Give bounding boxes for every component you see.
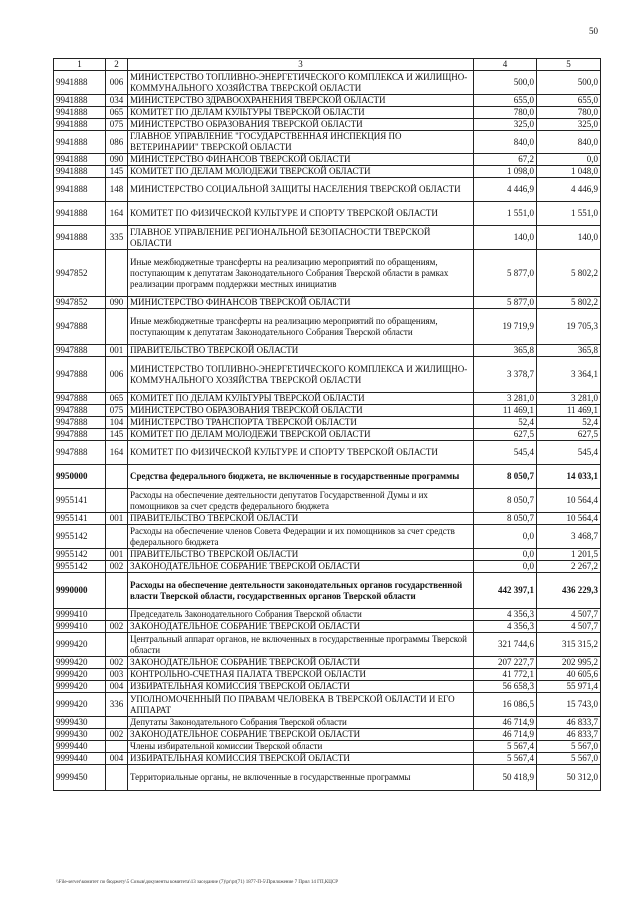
admin-code-cell xyxy=(106,573,128,609)
budget-code-cell: 9999440 xyxy=(54,753,106,765)
name-cell: ИЗБИРАТЕЛЬНАЯ КОМИССИЯ ТВЕРСКОЙ ОБЛАСТИ xyxy=(128,681,474,693)
budget-code-cell: 9999420 xyxy=(54,693,106,717)
name-cell: МИНИСТЕРСТВО ОБРАЗОВАНИЯ ТВЕРСКОЙ ОБЛАСТИ xyxy=(128,405,474,417)
name-cell: МИНИСТЕРСТВО ЗДРАВООХРАНЕНИЯ ТВЕРСКОЙ ОБЛАСТИ xyxy=(128,95,474,107)
table-row xyxy=(54,71,601,95)
value-col5-cell: 5 802,2 xyxy=(537,250,601,297)
footer-path: \\File-server\комитет по бюджету\5 Созыв\документы комитета\13 заседание (7)\pr\pr(71) 1877-П-5\Приложение 7 Прил 14 ГП,КЦСР xyxy=(56,880,338,885)
value-col5-cell: 52,4 xyxy=(537,417,601,429)
admin-code-cell: 065 xyxy=(106,107,128,119)
admin-code-cell: 006 xyxy=(106,71,128,95)
table-row xyxy=(54,561,601,573)
value-col5-cell: 140,0 xyxy=(537,226,601,250)
value-col4-cell: 442 397,1 xyxy=(474,573,537,609)
column-header-5: 5 xyxy=(537,59,601,71)
value-col5-cell: 315 315,2 xyxy=(537,633,601,657)
value-col4-cell: 3 281,0 xyxy=(474,393,537,405)
name-cell: ИЗБИРАТЕЛЬНАЯ КОМИССИЯ ТВЕРСКОЙ ОБЛАСТИ xyxy=(128,753,474,765)
table-row xyxy=(54,693,601,717)
admin-code-cell: 002 xyxy=(106,657,128,669)
table-row xyxy=(54,717,601,729)
admin-code-cell: 145 xyxy=(106,429,128,441)
table-row xyxy=(54,202,601,226)
table-row xyxy=(54,429,601,441)
value-col5-cell: 15 743,0 xyxy=(537,693,601,717)
table-row xyxy=(54,765,601,791)
budget-code-cell: 9941888 xyxy=(54,119,106,131)
name-cell: Иные межбюджетные трансферты на реализацию мероприятий по обращениям, поступающим к депутатам Законодательного Собрания Тверской области в рамках реализации программ поддержки местных инициатив xyxy=(128,250,474,297)
table-row xyxy=(54,465,601,489)
value-col4-cell: 325,0 xyxy=(474,119,537,131)
admin-code-cell: 075 xyxy=(106,405,128,417)
value-col5-cell: 10 564,4 xyxy=(537,513,601,525)
name-cell: МИНИСТЕРСТВО ОБРАЗОВАНИЯ ТВЕРСКОЙ ОБЛАСТИ xyxy=(128,119,474,131)
value-col4-cell: 56 658,3 xyxy=(474,681,537,693)
table-row xyxy=(54,154,601,166)
table-row xyxy=(54,393,601,405)
admin-code-cell xyxy=(106,489,128,513)
budget-code-cell: 9999430 xyxy=(54,717,106,729)
budget-code-cell: 9999420 xyxy=(54,681,106,693)
name-cell: КОМИТЕТ ПО ДЕЛАМ МОЛОДЕЖИ ТВЕРСКОЙ ОБЛАСТИ xyxy=(128,166,474,178)
value-col4-cell: 0,0 xyxy=(474,561,537,573)
admin-code-cell: 148 xyxy=(106,178,128,202)
name-cell: МИНИСТЕРСТВО ТРАНСПОРТА ТВЕРСКОЙ ОБЛАСТИ xyxy=(128,417,474,429)
table-row xyxy=(54,657,601,669)
value-col4-cell: 8 050,7 xyxy=(474,489,537,513)
budget-code-cell: 9947852 xyxy=(54,250,106,297)
budget-code-cell: 9941888 xyxy=(54,154,106,166)
budget-code-cell: 9947888 xyxy=(54,393,106,405)
value-col4-cell: 840,0 xyxy=(474,131,537,154)
budget-code-cell: 9947888 xyxy=(54,429,106,441)
value-col5-cell: 5 567,0 xyxy=(537,753,601,765)
value-col5-cell: 46 833,7 xyxy=(537,729,601,741)
table-row xyxy=(54,297,601,309)
value-col5-cell: 55 971,4 xyxy=(537,681,601,693)
table-row xyxy=(54,753,601,765)
value-col5-cell: 780,0 xyxy=(537,107,601,119)
value-col5-cell: 3 468,7 xyxy=(537,525,601,549)
value-col5-cell: 46 833,7 xyxy=(537,717,601,729)
admin-code-cell xyxy=(106,609,128,621)
value-col5-cell: 14 033,1 xyxy=(537,465,601,489)
name-cell: Центральный аппарат органов, не включенных в государственные программы Тверской области xyxy=(128,633,474,657)
value-col4-cell: 545,4 xyxy=(474,441,537,465)
value-col4-cell: 5 877,0 xyxy=(474,297,537,309)
budget-code-cell: 9941888 xyxy=(54,202,106,226)
value-col4-cell: 16 086,5 xyxy=(474,693,537,717)
value-col4-cell: 140,0 xyxy=(474,226,537,250)
admin-code-cell: 004 xyxy=(106,753,128,765)
value-col4-cell: 4 446,9 xyxy=(474,178,537,202)
name-cell: Расходы на обеспечение деятельности законодательных органов государственной власти Тверской области, государственных органов Тверской области xyxy=(128,573,474,609)
admin-code-cell: 034 xyxy=(106,95,128,107)
value-col4-cell: 207 227,7 xyxy=(474,657,537,669)
admin-code-cell: 090 xyxy=(106,154,128,166)
value-col4-cell: 5 567,4 xyxy=(474,741,537,753)
budget-code-cell: 9947888 xyxy=(54,345,106,357)
value-col5-cell: 11 469,1 xyxy=(537,405,601,417)
budget-code-cell: 9941888 xyxy=(54,226,106,250)
table-row xyxy=(54,250,601,297)
name-cell: ПРАВИТЕЛЬСТВО ТВЕРСКОЙ ОБЛАСТИ xyxy=(128,345,474,357)
name-cell: КОМИТЕТ ПО ДЕЛАМ КУЛЬТУРЫ ТВЕРСКОЙ ОБЛАСТИ xyxy=(128,393,474,405)
value-col5-cell: 5 802,2 xyxy=(537,297,601,309)
name-cell: Территориальные органы, не включенные в государственные программы xyxy=(128,765,474,791)
budget-code-cell: 9955142 xyxy=(54,549,106,561)
table-row xyxy=(54,166,601,178)
table-row xyxy=(54,357,601,393)
value-col5-cell: 840,0 xyxy=(537,131,601,154)
name-cell: Председатель Законодательного Собрания Тверской области xyxy=(128,609,474,621)
budget-code-cell: 9941888 xyxy=(54,107,106,119)
value-col4-cell: 4 356,3 xyxy=(474,609,537,621)
name-cell: МИНИСТЕРСТВО ФИНАНСОВ ТВЕРСКОЙ ОБЛАСТИ xyxy=(128,297,474,309)
admin-code-cell: 002 xyxy=(106,621,128,633)
value-col4-cell: 0,0 xyxy=(474,525,537,549)
value-col4-cell: 41 772,1 xyxy=(474,669,537,681)
table-row xyxy=(54,681,601,693)
name-cell: Депутаты Законодательного Собрания Тверской области xyxy=(128,717,474,729)
table-row xyxy=(54,633,601,657)
admin-code-cell: 003 xyxy=(106,669,128,681)
value-col4-cell: 365,8 xyxy=(474,345,537,357)
budget-code-cell: 9947888 xyxy=(54,417,106,429)
table-row xyxy=(54,131,601,154)
budget-code-cell: 9999440 xyxy=(54,741,106,753)
value-col5-cell: 4 507,7 xyxy=(537,621,601,633)
budget-code-cell: 9941888 xyxy=(54,166,106,178)
value-col4-cell: 46 714,9 xyxy=(474,729,537,741)
name-cell: ГЛАВНОЕ УПРАВЛЕНИЕ РЕГИОНАЛЬНОЙ БЕЗОПАСНОСТИ ТВЕРСКОЙ ОБЛАСТИ xyxy=(128,226,474,250)
value-col4-cell: 52,4 xyxy=(474,417,537,429)
name-cell: КОМИТЕТ ПО ДЕЛАМ КУЛЬТУРЫ ТВЕРСКОЙ ОБЛАСТИ xyxy=(128,107,474,119)
admin-code-cell: 145 xyxy=(106,166,128,178)
admin-code-cell: 164 xyxy=(106,441,128,465)
value-col4-cell: 11 469,1 xyxy=(474,405,537,417)
column-header-3: 3 xyxy=(128,59,474,71)
budget-code-cell: 9999410 xyxy=(54,609,106,621)
value-col5-cell: 4 507,7 xyxy=(537,609,601,621)
value-col5-cell: 0,0 xyxy=(537,154,601,166)
table-row xyxy=(54,621,601,633)
value-col4-cell: 50 418,9 xyxy=(474,765,537,791)
name-cell: ПРАВИТЕЛЬСТВО ТВЕРСКОЙ ОБЛАСТИ xyxy=(128,549,474,561)
budget-code-cell: 9999420 xyxy=(54,633,106,657)
value-col5-cell: 365,8 xyxy=(537,345,601,357)
name-cell: КОМИТЕТ ПО ФИЗИЧЕСКОЙ КУЛЬТУРЕ И СПОРТУ ТВЕРСКОЙ ОБЛАСТИ xyxy=(128,441,474,465)
admin-code-cell: 001 xyxy=(106,549,128,561)
value-col4-cell: 5 567,4 xyxy=(474,753,537,765)
table-row xyxy=(54,573,601,609)
value-col4-cell: 321 744,6 xyxy=(474,633,537,657)
value-col4-cell: 780,0 xyxy=(474,107,537,119)
name-cell: ГЛАВНОЕ УПРАВЛЕНИЕ "ГОСУДАРСТВЕННАЯ ИНСПЕКЦИЯ ПО ВЕТЕРИНАРИИ" ТВЕРСКОЙ ОБЛАСТИ xyxy=(128,131,474,154)
budget-code-cell: 9941888 xyxy=(54,178,106,202)
value-col5-cell: 436 229,3 xyxy=(537,573,601,609)
admin-code-cell xyxy=(106,465,128,489)
value-col5-cell: 1 048,0 xyxy=(537,166,601,178)
budget-code-cell: 9955141 xyxy=(54,513,106,525)
admin-code-cell: 164 xyxy=(106,202,128,226)
budget-code-cell: 9947852 xyxy=(54,297,106,309)
value-col5-cell: 50 312,0 xyxy=(537,765,601,791)
admin-code-cell: 335 xyxy=(106,226,128,250)
admin-code-cell xyxy=(106,309,128,345)
budget-code-cell: 9941888 xyxy=(54,95,106,107)
admin-code-cell: 002 xyxy=(106,729,128,741)
value-col5-cell: 3 281,0 xyxy=(537,393,601,405)
budget-code-cell: 9999420 xyxy=(54,657,106,669)
table-row xyxy=(54,741,601,753)
table-row xyxy=(54,178,601,202)
value-col5-cell: 19 705,3 xyxy=(537,309,601,345)
table-row xyxy=(54,525,601,549)
budget-code-cell: 9955142 xyxy=(54,525,106,549)
value-col4-cell: 627,5 xyxy=(474,429,537,441)
name-cell: МИНИСТЕРСТВО СОЦИАЛЬНОЙ ЗАЩИТЫ НАСЕЛЕНИЯ ТВЕРСКОЙ ОБЛАСТИ xyxy=(128,178,474,202)
value-col4-cell: 0,0 xyxy=(474,549,537,561)
table-row xyxy=(54,226,601,250)
value-col4-cell: 19 719,9 xyxy=(474,309,537,345)
admin-code-cell: 004 xyxy=(106,681,128,693)
table-row xyxy=(54,549,601,561)
value-col4-cell: 1 551,0 xyxy=(474,202,537,226)
budget-code-cell: 9950000 xyxy=(54,465,106,489)
admin-code-cell xyxy=(106,633,128,657)
admin-code-cell: 002 xyxy=(106,561,128,573)
table-row xyxy=(54,729,601,741)
admin-code-cell: 001 xyxy=(106,345,128,357)
name-cell: КОНТРОЛЬНО-СЧЕТНАЯ ПАЛАТА ТВЕРСКОЙ ОБЛАСТИ xyxy=(128,669,474,681)
name-cell: Расходы на обеспечение членов Совета Федерации и их помощников за счет средств федерального бюджета xyxy=(128,525,474,549)
name-cell: Расходы на обеспечение деятельности депутатов Государственной Думы и их помощников за счет средств федерального бюджета xyxy=(128,489,474,513)
value-col5-cell: 655,0 xyxy=(537,95,601,107)
value-col4-cell: 655,0 xyxy=(474,95,537,107)
admin-code-cell: 086 xyxy=(106,131,128,154)
budget-code-cell: 9947888 xyxy=(54,309,106,345)
admin-code-cell: 090 xyxy=(106,297,128,309)
admin-code-cell: 006 xyxy=(106,357,128,393)
name-cell: ЗАКОНОДАТЕЛЬНОЕ СОБРАНИЕ ТВЕРСКОЙ ОБЛАСТИ xyxy=(128,729,474,741)
name-cell: Иные межбюджетные трансферты на реализацию мероприятий по обращениям, поступающим к депутатам Законодательного Собрания Тверской области xyxy=(128,309,474,345)
value-col4-cell: 500,0 xyxy=(474,71,537,95)
table-row xyxy=(54,609,601,621)
page-number: 50 xyxy=(589,26,598,36)
table-row xyxy=(54,405,601,417)
admin-code-cell xyxy=(106,717,128,729)
budget-code-cell: 9999420 xyxy=(54,669,106,681)
name-cell: КОМИТЕТ ПО ДЕЛАМ МОЛОДЕЖИ ТВЕРСКОЙ ОБЛАСТИ xyxy=(128,429,474,441)
value-col5-cell: 10 564,4 xyxy=(537,489,601,513)
name-cell: Члены избирательной комиссии Тверской области xyxy=(128,741,474,753)
column-header-1: 1 xyxy=(54,59,106,71)
budget-code-cell: 9990000 xyxy=(54,573,106,609)
name-cell: УПОЛНОМОЧЕННЫЙ ПО ПРАВАМ ЧЕЛОВЕКА В ТВЕРСКОЙ ОБЛАСТИ И ЕГО АППАРАТ xyxy=(128,693,474,717)
value-col5-cell: 202 995,2 xyxy=(537,657,601,669)
table-row xyxy=(54,669,601,681)
budget-code-cell: 9941888 xyxy=(54,71,106,95)
budget-code-cell: 9955142 xyxy=(54,561,106,573)
admin-code-cell: 336 xyxy=(106,693,128,717)
table-row xyxy=(54,417,601,429)
budget-code-cell: 9941888 xyxy=(54,131,106,154)
budget-code-cell: 9955141 xyxy=(54,489,106,513)
value-col5-cell: 5 567,0 xyxy=(537,741,601,753)
value-col4-cell: 67,2 xyxy=(474,154,537,166)
table-row xyxy=(54,513,601,525)
value-col5-cell: 2 267,2 xyxy=(537,561,601,573)
value-col5-cell: 1 551,0 xyxy=(537,202,601,226)
value-col4-cell: 8 050,7 xyxy=(474,465,537,489)
table-header-row xyxy=(54,59,601,71)
budget-code-cell: 9999450 xyxy=(54,765,106,791)
value-col5-cell: 627,5 xyxy=(537,429,601,441)
admin-code-cell: 075 xyxy=(106,119,128,131)
value-col5-cell: 325,0 xyxy=(537,119,601,131)
value-col5-cell: 4 446,9 xyxy=(537,178,601,202)
name-cell: МИНИСТЕРСТВО ТОПЛИВНО-ЭНЕРГЕТИЧЕСКОГО КОМПЛЕКСА И ЖИЛИЩНО-КОММУНАЛЬНОГО ХОЗЯЙСТВА ТВЕРСКОЙ ОБЛАСТИ xyxy=(128,71,474,95)
value-col4-cell: 3 378,7 xyxy=(474,357,537,393)
budget-code-cell: 9947888 xyxy=(54,441,106,465)
table-row xyxy=(54,345,601,357)
value-col5-cell: 40 605,6 xyxy=(537,669,601,681)
admin-code-cell: 001 xyxy=(106,513,128,525)
value-col4-cell: 46 714,9 xyxy=(474,717,537,729)
table-row xyxy=(54,309,601,345)
column-header-2: 2 xyxy=(106,59,128,71)
value-col4-cell: 5 877,0 xyxy=(474,250,537,297)
admin-code-cell xyxy=(106,250,128,297)
admin-code-cell xyxy=(106,525,128,549)
table-row xyxy=(54,107,601,119)
budget-code-cell: 9999430 xyxy=(54,729,106,741)
table-row xyxy=(54,489,601,513)
name-cell: МИНИСТЕРСТВО ФИНАНСОВ ТВЕРСКОЙ ОБЛАСТИ xyxy=(128,154,474,166)
budget-table xyxy=(53,58,601,791)
table-row xyxy=(54,95,601,107)
name-cell: ЗАКОНОДАТЕЛЬНОЕ СОБРАНИЕ ТВЕРСКОЙ ОБЛАСТИ xyxy=(128,657,474,669)
budget-code-cell: 9947888 xyxy=(54,405,106,417)
name-cell: ПРАВИТЕЛЬСТВО ТВЕРСКОЙ ОБЛАСТИ xyxy=(128,513,474,525)
value-col5-cell: 545,4 xyxy=(537,441,601,465)
column-header-4: 4 xyxy=(474,59,537,71)
value-col5-cell: 1 201,5 xyxy=(537,549,601,561)
value-col5-cell: 500,0 xyxy=(537,71,601,95)
value-col4-cell: 4 356,3 xyxy=(474,621,537,633)
admin-code-cell: 104 xyxy=(106,417,128,429)
admin-code-cell: 065 xyxy=(106,393,128,405)
admin-code-cell xyxy=(106,741,128,753)
value-col4-cell: 8 050,7 xyxy=(474,513,537,525)
value-col5-cell: 3 364,1 xyxy=(537,357,601,393)
value-col4-cell: 1 098,0 xyxy=(474,166,537,178)
admin-code-cell xyxy=(106,765,128,791)
name-cell: ЗАКОНОДАТЕЛЬНОЕ СОБРАНИЕ ТВЕРСКОЙ ОБЛАСТИ xyxy=(128,561,474,573)
name-cell: МИНИСТЕРСТВО ТОПЛИВНО-ЭНЕРГЕТИЧЕСКОГО КОМПЛЕКСА И ЖИЛИЩНО-КОММУНАЛЬНОГО ХОЗЯЙСТВА ТВЕРСКОЙ ОБЛАСТИ xyxy=(128,357,474,393)
name-cell: ЗАКОНОДАТЕЛЬНОЕ СОБРАНИЕ ТВЕРСКОЙ ОБЛАСТИ xyxy=(128,621,474,633)
budget-code-cell: 9999410 xyxy=(54,621,106,633)
name-cell: КОМИТЕТ ПО ФИЗИЧЕСКОЙ КУЛЬТУРЕ И СПОРТУ ТВЕРСКОЙ ОБЛАСТИ xyxy=(128,202,474,226)
name-cell: Средства федерального бюджета, не включенные в государственные программы xyxy=(128,465,474,489)
table-row xyxy=(54,119,601,131)
budget-code-cell: 9947888 xyxy=(54,357,106,393)
table-row xyxy=(54,441,601,465)
